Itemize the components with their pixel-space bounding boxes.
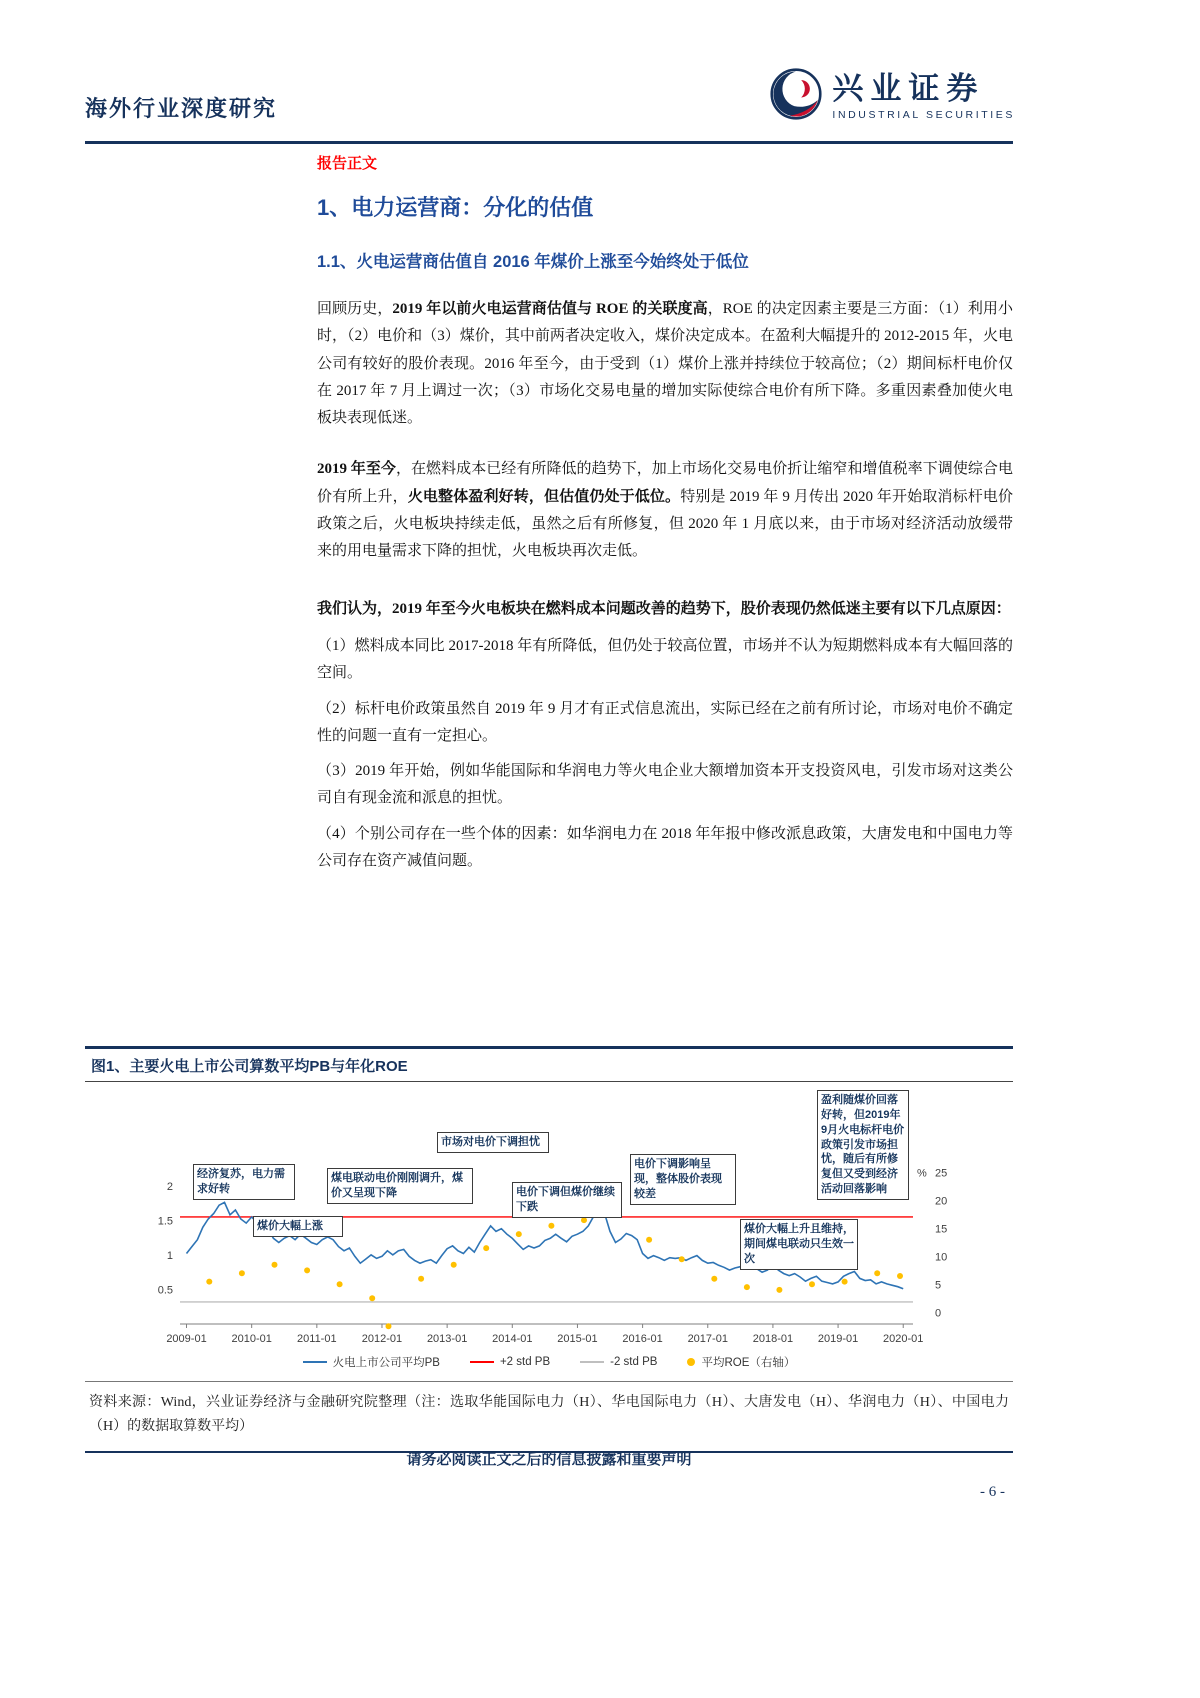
right-tick-label: 20	[935, 1195, 948, 1208]
legend-item	[580, 1356, 657, 1368]
legend-swatch-plus2std	[470, 1361, 494, 1363]
right-tick-label: 15	[935, 1223, 948, 1236]
text-run-bold: 2019 年以前火电运营商估值与 ROE 的关联度高	[392, 301, 708, 317]
list-item: （4）个别公司存在一些个体的因素：如华润电力在 2018 年年报中修改派息政策，大唐发电和中国电力等公司存在资产减值问题。	[317, 825, 1013, 870]
roe-point	[369, 1295, 375, 1301]
right-axis-unit: %	[917, 1167, 927, 1180]
roe-point	[206, 1279, 212, 1285]
doc-type-label: 海外行业深度研究	[85, 96, 278, 121]
x-tick-label: 2010-01	[231, 1333, 272, 1345]
legend-label: +2 std PB	[499, 1356, 551, 1368]
chart-annotation: 盈利随煤价回落好转，但2019年9月火电标杆电价政策引发市场担忧，随后有所修复但又受到经济活动回落影响	[817, 1090, 909, 1200]
roe-point	[776, 1287, 782, 1293]
legend-item	[470, 1356, 550, 1368]
roe-point	[548, 1223, 554, 1229]
body-label: 报告正文	[317, 155, 378, 172]
x-tick-label: 2020-01	[883, 1333, 924, 1345]
roe-point	[744, 1284, 750, 1290]
roe-point	[809, 1281, 815, 1287]
roe-point	[337, 1281, 343, 1287]
x-tick-label: 2011-01	[297, 1333, 337, 1345]
roe-point	[874, 1270, 880, 1276]
left-tick-label: 1	[166, 1249, 173, 1262]
legend-item	[303, 1354, 440, 1370]
chart-annotation: 煤价大幅上升且维持，期间煤电联动只生效一次	[740, 1219, 858, 1270]
roe-point	[386, 1323, 392, 1329]
text-run-bold: 火电整体盈利好转，但估值仍处于低位。	[407, 488, 681, 505]
x-tick-label: 2009-01	[166, 1333, 207, 1345]
left-tick-label: 0.5	[157, 1284, 173, 1297]
roe-point	[646, 1237, 652, 1243]
roe-point	[842, 1279, 848, 1285]
list-item: （2）标杆电价政策虽然自 2019 年 9 月才有正式信息流出，实际已经在之前有所讨论，市场对电价不确定性的问题一直有一定担心。	[317, 700, 1013, 744]
x-tick-label: 2014-01	[492, 1333, 533, 1345]
legend-label: 平均ROE（右轴）	[701, 1357, 796, 1369]
text-run: ，ROE 的决定因素主要是三方面：（1）利用小时，（2）电价和（3）煤价，其中前两者决定收入，煤价决定成本。在盈利大幅提升的 2012-2015 年，火电公司有较好的股价表现。2016 年至今，由于受到（1）煤价上涨并持续位于较高位；（2）期间标杆电价仅在 2017 年 7 月上调过一次；（3）市场化交易电量的增加实际使综合电价有所下降。多重因素叠加使火电板块表现低迷。	[317, 301, 1013, 427]
x-tick-label: 2015-01	[557, 1333, 598, 1345]
header-divider	[85, 141, 1013, 144]
legend-swatch-roe	[687, 1358, 695, 1366]
roe-point	[418, 1276, 424, 1282]
figure-source: 资料来源：Wind，兴业证券经济与金融研究院整理（注：选取华能国际电力（H）、华电国际电力（H）、大唐发电（H）、华润电力（H）、中国电力（H）的数据取算数平均）	[85, 1381, 1013, 1453]
roe-point	[581, 1217, 587, 1223]
text-run: 特别是 2019 年 9 月传出 2020 年开始取消标杆电价政策之后，火电板块持续走低，虽然之后有所修复，但 2020 年 1 月底以来，由于市场对经济活动放缓带来的用电量需求下降的担忧，火电板块再次走低。	[317, 488, 1013, 560]
chart-annotation: 煤价大幅上涨	[253, 1216, 343, 1237]
roe-point	[272, 1262, 278, 1268]
chart-annotation: 电价下调影响呈现，整体股价表现较差	[630, 1154, 736, 1205]
legend-label: -2 std PB	[610, 1356, 658, 1368]
brand-subtitle: INDUSTRIAL SECURITIES	[832, 109, 1015, 122]
right-tick-label: 5	[935, 1279, 942, 1292]
roe-point	[239, 1270, 245, 1276]
chart-annotation: 电价下调但煤价继续下跌	[512, 1182, 622, 1218]
section-heading: 1、电力运营商：分化的估值	[317, 195, 594, 220]
roe-point	[304, 1267, 310, 1273]
x-tick-label: 2017-01	[687, 1333, 728, 1345]
chart-annotation: 煤电联动电价刚刚调升，煤价又呈现下降	[327, 1168, 473, 1204]
legend-swatch-pb	[303, 1361, 327, 1363]
paragraph: 我们认为，2019 年至今火电板块在燃料成本问题改善的趋势下，股价表现仍然低迷主要有以下几点原因：	[317, 600, 1011, 617]
subsection-heading: 1.1、火电运营商估值自 2016 年煤价上涨至今始终处于低位	[317, 253, 749, 271]
chart-annotation: 经济复苏，电力需求好转	[193, 1164, 295, 1200]
right-tick-label: 25	[935, 1167, 948, 1180]
figure-title: 图1、主要火电上市公司算数平均PB与年化ROE	[85, 1046, 1013, 1082]
brand	[770, 68, 1015, 125]
x-tick-label: 2012-01	[361, 1333, 403, 1345]
roe-point	[516, 1231, 522, 1237]
chart-annotation: 市场对电价下调担忧	[437, 1132, 549, 1153]
text-run: 回顾历史，	[317, 301, 393, 317]
text-run: ，在燃料成本已经有所降低的趋势下，加上市场化交易电价折让缩窄和增值税率下调使综合电价有所上升，	[317, 461, 1013, 505]
roe-point	[451, 1262, 457, 1268]
figure	[85, 1046, 1013, 1453]
roe-point	[679, 1256, 685, 1262]
list-item: （1）燃料成本同比 2017-2018 年有所降低，但仍处于较高位置，市场并不认为短期燃料成本有大幅回落的空间。	[317, 637, 1013, 682]
x-tick-label: 2018-01	[752, 1333, 794, 1345]
paragraph	[317, 456, 1013, 565]
text-run-bold: 2019 年至今	[317, 461, 396, 478]
report-body	[317, 152, 1013, 883]
paragraph	[317, 296, 1013, 432]
roe-point	[483, 1245, 489, 1251]
roe-point	[897, 1273, 903, 1279]
right-tick-label: 0	[935, 1307, 942, 1320]
chart-area	[85, 1086, 1013, 1351]
x-tick-label: 2019-01	[817, 1333, 859, 1345]
x-tick-label: 2016-01	[622, 1333, 663, 1345]
brand-logo-icon	[770, 68, 822, 125]
legend-swatch-minus2std	[580, 1361, 604, 1363]
legend-label: 火电上市公司平均PB	[332, 1357, 440, 1369]
brand-name: 兴业证券	[832, 70, 985, 106]
chart-legend	[85, 1353, 1013, 1371]
roe-point	[711, 1276, 717, 1282]
left-tick-label: 1.5	[157, 1215, 173, 1228]
left-tick-label: 2	[166, 1180, 173, 1193]
right-tick-label: 10	[935, 1251, 948, 1264]
list-item: （3）2019 年开始，例如华能国际和华润电力等火电企业大额增加资本开支投资风电，引发市场对这类公司自有现金流和派息的担忧。	[317, 763, 1013, 807]
page-number: - 6 -	[980, 1484, 1005, 1500]
x-tick-label: 2013-01	[426, 1333, 468, 1345]
legend-item	[687, 1354, 795, 1370]
footer-disclaimer: 请务必阅读正文之后的信息披露和重要声明	[406, 1451, 692, 1468]
